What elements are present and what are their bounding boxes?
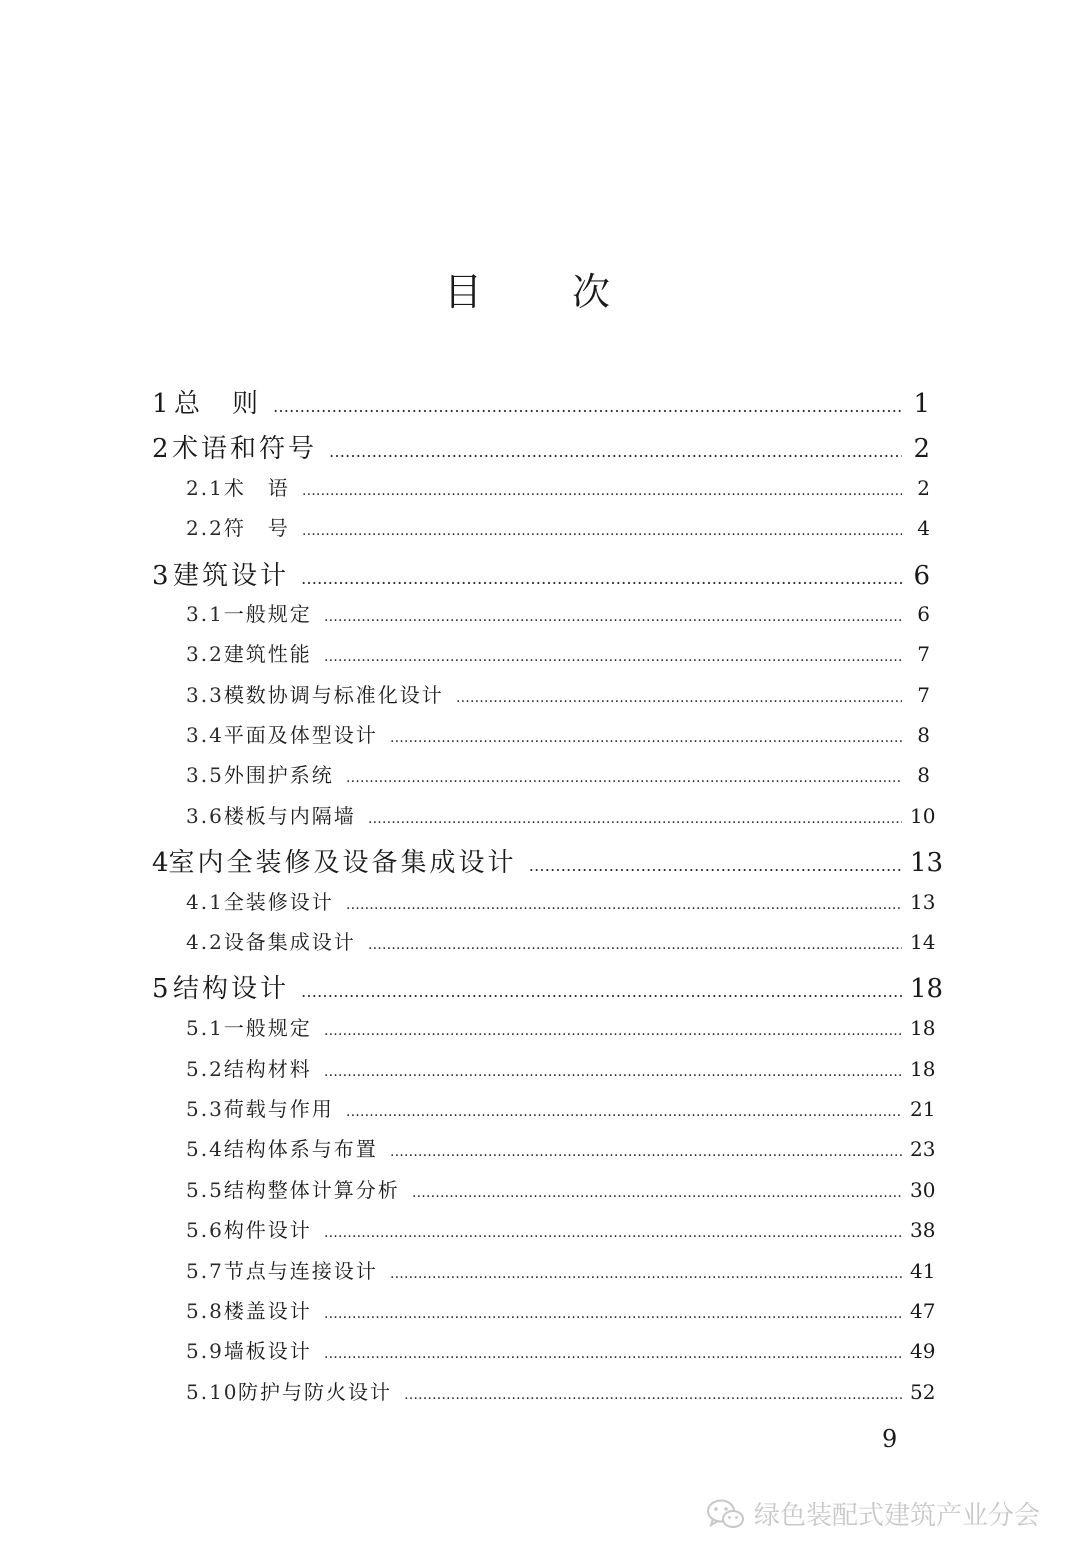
toc-number: 3.1 [186, 602, 224, 626]
toc-number: 3.5 [186, 763, 224, 787]
toc-section [150, 886, 936, 920]
toc-label: 楼板与内隔墙 [223, 804, 356, 828]
toc-chapter [150, 968, 944, 1008]
toc-page: 10 [910, 804, 936, 828]
toc-leader-dots [368, 937, 902, 953]
toc-section [150, 1093, 936, 1127]
toc-leader-dots [302, 523, 902, 539]
toc-number: 3.2 [186, 642, 224, 666]
toc-leader-dots [324, 609, 902, 625]
toc-leader-dots [390, 1144, 902, 1160]
toc-label: 一般规定 [223, 1016, 312, 1040]
toc-leader-dots [456, 690, 902, 706]
watermark [706, 1495, 1040, 1532]
toc-number: 5.2 [186, 1057, 224, 1081]
toc-section [150, 638, 930, 672]
toc-leader-dots [390, 1266, 902, 1282]
toc-section [150, 1133, 936, 1167]
toc-number: 3.4 [186, 723, 224, 747]
toc-leader-dots [390, 730, 902, 746]
toc-label: 术 语 [223, 476, 290, 500]
toc-leader-dots [324, 1023, 902, 1039]
toc-leader-dots [301, 982, 902, 1001]
toc-page: 38 [910, 1218, 936, 1242]
toc-section [150, 800, 936, 834]
toc-page: 2 [917, 476, 930, 500]
toc-page: 6 [917, 602, 930, 626]
toc-page: 18 [910, 1016, 936, 1040]
toc-page: 4 [917, 516, 930, 540]
toc-number: 5.9 [186, 1339, 224, 1363]
toc-page: 41 [910, 1259, 936, 1283]
toc-section [150, 759, 930, 793]
toc-number: 3.3 [186, 683, 224, 707]
toc-label: 全装修设计 [223, 890, 334, 914]
toc-label: 建筑设计 [172, 561, 289, 591]
toc-section [150, 1335, 936, 1369]
toc-leader-dots [301, 569, 902, 588]
toc-page: 1 [913, 389, 930, 419]
toc-label: 防护与防火设计 [238, 1380, 392, 1404]
toc-leader-dots [368, 811, 902, 827]
toc-page: 21 [910, 1097, 936, 1121]
page-title: 目 次 [443, 270, 636, 314]
toc-page: 18 [910, 974, 944, 1004]
toc-number: 5.10 [186, 1380, 239, 1404]
toc-number: 5.4 [186, 1137, 224, 1161]
page-number: 9 [882, 1425, 898, 1453]
toc-label: 符 号 [223, 516, 290, 540]
toc-label: 结构整体计算分析 [223, 1178, 400, 1202]
toc-page: 2 [913, 434, 930, 464]
toc-number: 3 [152, 561, 169, 591]
toc-page: 8 [917, 763, 930, 787]
toc-label: 总 则 [173, 389, 261, 419]
toc-leader-dots [329, 442, 902, 461]
toc-section [150, 472, 930, 506]
toc-section [150, 1214, 936, 1248]
toc-number: 5.1 [186, 1016, 224, 1040]
toc-label: 结构体系与布置 [223, 1137, 378, 1161]
toc-number: 5.6 [186, 1218, 224, 1242]
toc-section [150, 1295, 936, 1329]
toc-leader-dots [346, 897, 902, 913]
toc-chapter [150, 555, 930, 595]
toc-page: 14 [910, 930, 936, 954]
toc-leader-dots [324, 1306, 902, 1322]
toc-number: 5.3 [186, 1097, 224, 1121]
toc-section [150, 926, 936, 960]
toc-chapter [150, 842, 944, 882]
toc-leader-dots [529, 856, 902, 875]
toc-leader-dots [302, 483, 902, 499]
toc-chapter [150, 383, 930, 423]
toc-chapter [150, 428, 930, 468]
toc-leader-dots [404, 1387, 902, 1403]
toc-label: 室内全装修及设备集成设计 [168, 848, 517, 878]
toc-page: 47 [910, 1299, 936, 1323]
toc-number: 5.8 [186, 1299, 224, 1323]
toc-label: 构件设计 [223, 1218, 312, 1242]
toc-page: 7 [917, 683, 930, 707]
toc-leader-dots [324, 1225, 902, 1241]
toc-page: 23 [910, 1137, 936, 1161]
toc-number: 5 [152, 974, 169, 1004]
toc-label: 荷载与作用 [223, 1097, 334, 1121]
toc-label: 结构设计 [172, 974, 289, 1004]
toc-section [150, 1255, 936, 1289]
toc-page: 30 [910, 1178, 936, 1202]
toc-label: 结构材料 [223, 1057, 312, 1081]
toc-label: 一般规定 [223, 602, 312, 626]
toc-section [150, 1012, 936, 1046]
toc-section [150, 1053, 936, 1087]
toc-page: 13 [910, 890, 936, 914]
toc-label: 平面及体型设计 [223, 723, 378, 747]
toc-label: 模数协调与标准化设计 [223, 683, 444, 707]
toc-page: 8 [917, 723, 930, 747]
toc-number: 1 [152, 389, 169, 419]
toc-section [150, 719, 930, 753]
toc-number: 4.1 [186, 890, 224, 914]
toc-number: 4.2 [186, 930, 224, 954]
toc-leader-dots [273, 397, 902, 416]
toc-label: 建筑性能 [223, 642, 312, 666]
toc-page: 6 [913, 561, 930, 591]
toc-label: 设备集成设计 [223, 930, 356, 954]
toc-leader-dots [324, 1064, 902, 1080]
watermark-text: 绿色装配式建筑产业分会 [754, 1501, 1041, 1531]
wechat-icon [706, 1498, 746, 1530]
toc-number: 5.5 [186, 1178, 224, 1202]
toc-page: 13 [910, 848, 944, 878]
toc-label: 墙板设计 [223, 1339, 312, 1363]
toc-page: 52 [910, 1380, 936, 1404]
toc-section [150, 1174, 936, 1208]
toc-leader-dots [346, 770, 902, 786]
toc-number: 2.2 [186, 516, 224, 540]
toc-leader-dots [324, 649, 902, 665]
toc-number: 3.6 [186, 804, 224, 828]
toc-leader-dots [346, 1104, 902, 1120]
toc-section [150, 598, 930, 632]
toc-page: 49 [910, 1339, 936, 1363]
toc-number: 2 [152, 434, 169, 464]
toc-label: 术语和符号 [172, 434, 318, 464]
toc-section [150, 679, 930, 713]
toc-label: 节点与连接设计 [223, 1259, 378, 1283]
toc-label: 外围护系统 [223, 763, 334, 787]
toc-number: 2.1 [186, 476, 224, 500]
toc-leader-dots [412, 1185, 902, 1201]
toc-number: 4 [152, 848, 169, 878]
toc-leader-dots [324, 1346, 902, 1362]
toc-page: 7 [917, 642, 930, 666]
toc-section [150, 1376, 936, 1410]
toc-number: 5.7 [186, 1259, 224, 1283]
toc-page: 18 [910, 1057, 936, 1081]
toc-section [150, 512, 930, 546]
toc-label: 楼盖设计 [223, 1299, 312, 1323]
